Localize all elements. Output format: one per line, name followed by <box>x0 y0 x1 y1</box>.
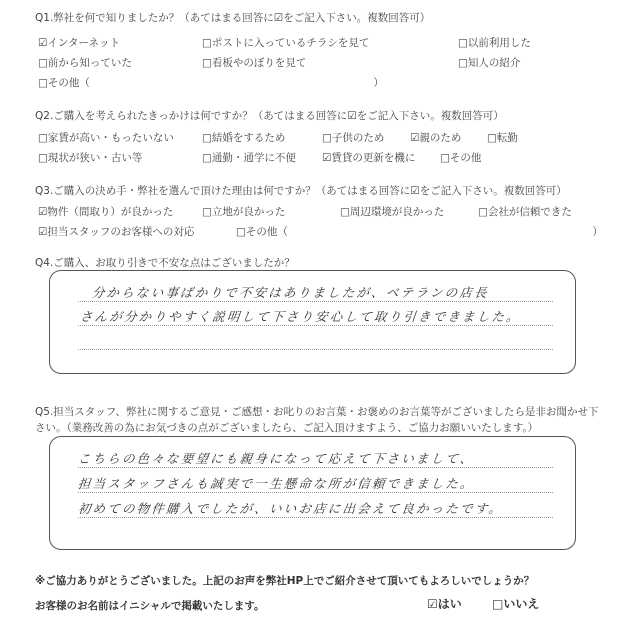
q1-option-internet[interactable]: ☑インターネット <box>38 37 120 49</box>
q4-title: Q4.ご購入、お取り引きで不安な点はございましたか？ <box>35 257 295 269</box>
q1-option-signboard[interactable]: □看板やのぼりを見て <box>202 57 307 69</box>
q5-title-line-2: さい。（業務改善の為にお気づきの点がございましたら、ご記入頂けますよう、ご協力お願いいたします。） <box>35 422 539 434</box>
q4-answer-line-2: さんが分かりやすく説明して下さり安心して取り引きできました。 <box>79 309 522 324</box>
q4-answer-box[interactable] <box>49 270 576 374</box>
q5-answer-box[interactable] <box>49 436 576 550</box>
q2-option-small-old[interactable]: □現状が狭い・古い等 <box>38 152 143 164</box>
q1-title: Q1.弊社を何で知りましたか？（あてはまる回答に☑をご記入下さい。複数回答可） <box>35 12 431 24</box>
footer-consent-question: ※ご協力ありがとうございました。上記のお声を弊社HP上でご紹介させて頂いてもよろしいでしょうか？ <box>35 575 535 587</box>
q5-title-line-1: Q5.担当スタッフ、弊社に関するご意見・ご感想・お叱りのお言葉・お褒めのお言葉等がございましたら是非お聞かせ下 <box>35 406 599 418</box>
q3-option-location[interactable]: □立地が良かった <box>202 206 286 218</box>
q2-option-parents[interactable]: ☑親のため <box>410 132 462 144</box>
q5-rule-1 <box>78 467 553 468</box>
q3-option-staff[interactable]: ☑担当スタッフのお客様への対応 <box>38 226 195 238</box>
q5-answer-line-3: 初めての物件購入でしたが、いいお店に出会えて良かったです。 <box>77 501 505 516</box>
q5-rule-3 <box>78 517 553 518</box>
q3-option-surroundings[interactable]: □周辺環境が良かった <box>340 206 445 218</box>
q2-option-children[interactable]: □子供のため <box>322 132 385 144</box>
q1-option-referral[interactable]: □知人の紹介 <box>458 57 521 69</box>
q3-option-property[interactable]: ☑物件（間取り）が良かった <box>38 206 174 218</box>
footer-initial-note: お客様のお名前はイニシャルで掲載いたします。 <box>35 600 265 612</box>
q2-option-rent[interactable]: □家賃が高い・もったいない <box>38 132 174 144</box>
q2-option-marriage[interactable]: □結婚をするため <box>202 132 286 144</box>
q4-answer-line-1: 分からない事ばかりで不安はありましたが、ベテランの店長 <box>91 285 490 300</box>
q3-option-other[interactable]: □その他（ ） <box>236 226 603 238</box>
q4-rule-3 <box>78 349 553 350</box>
q5-answer-line-2: 担当スタッフさんも誠実で一生懸命な所が信頼できました。 <box>77 476 476 491</box>
q3-title: Q3.ご購入の決め手・弊社を選んで頂けた理由は何ですか？（あてはまる回答に☑をご記入下さい。複数回答可） <box>35 185 567 197</box>
q1-option-flyer[interactable]: □ポストに入っているチラシを見て <box>202 37 370 49</box>
footer-yes-option[interactable]: ☑はい <box>427 597 462 611</box>
footer-no-option[interactable]: □いいえ <box>492 597 540 611</box>
q1-option-knew-before[interactable]: □前から知っていた <box>38 57 132 69</box>
q2-option-lease-renewal[interactable]: ☑賃貸の更新を機に <box>322 152 416 164</box>
q2-option-commute[interactable]: □通勤・通学に不便 <box>202 152 296 164</box>
q4-rule-2 <box>78 325 553 326</box>
q2-option-transfer[interactable]: □転勤 <box>487 132 518 144</box>
q4-rule-1 <box>78 301 553 302</box>
q3-option-trust[interactable]: □会社が信頼できた <box>478 206 572 218</box>
q1-option-other[interactable]: □その他（ ） <box>38 77 384 89</box>
q1-option-previous-use[interactable]: □以前利用した <box>458 37 531 49</box>
q5-answer-line-1: こちらの色々な要望にも親身になって応えて下さいまして、 <box>77 451 476 466</box>
q2-option-other[interactable]: □その他 <box>440 152 482 164</box>
q2-title: Q2.ご購入を考えられたきっかけは何ですか？（あてはまる回答に☑をご記入下さい。複数回答可） <box>35 110 504 122</box>
q5-rule-2 <box>78 492 553 493</box>
